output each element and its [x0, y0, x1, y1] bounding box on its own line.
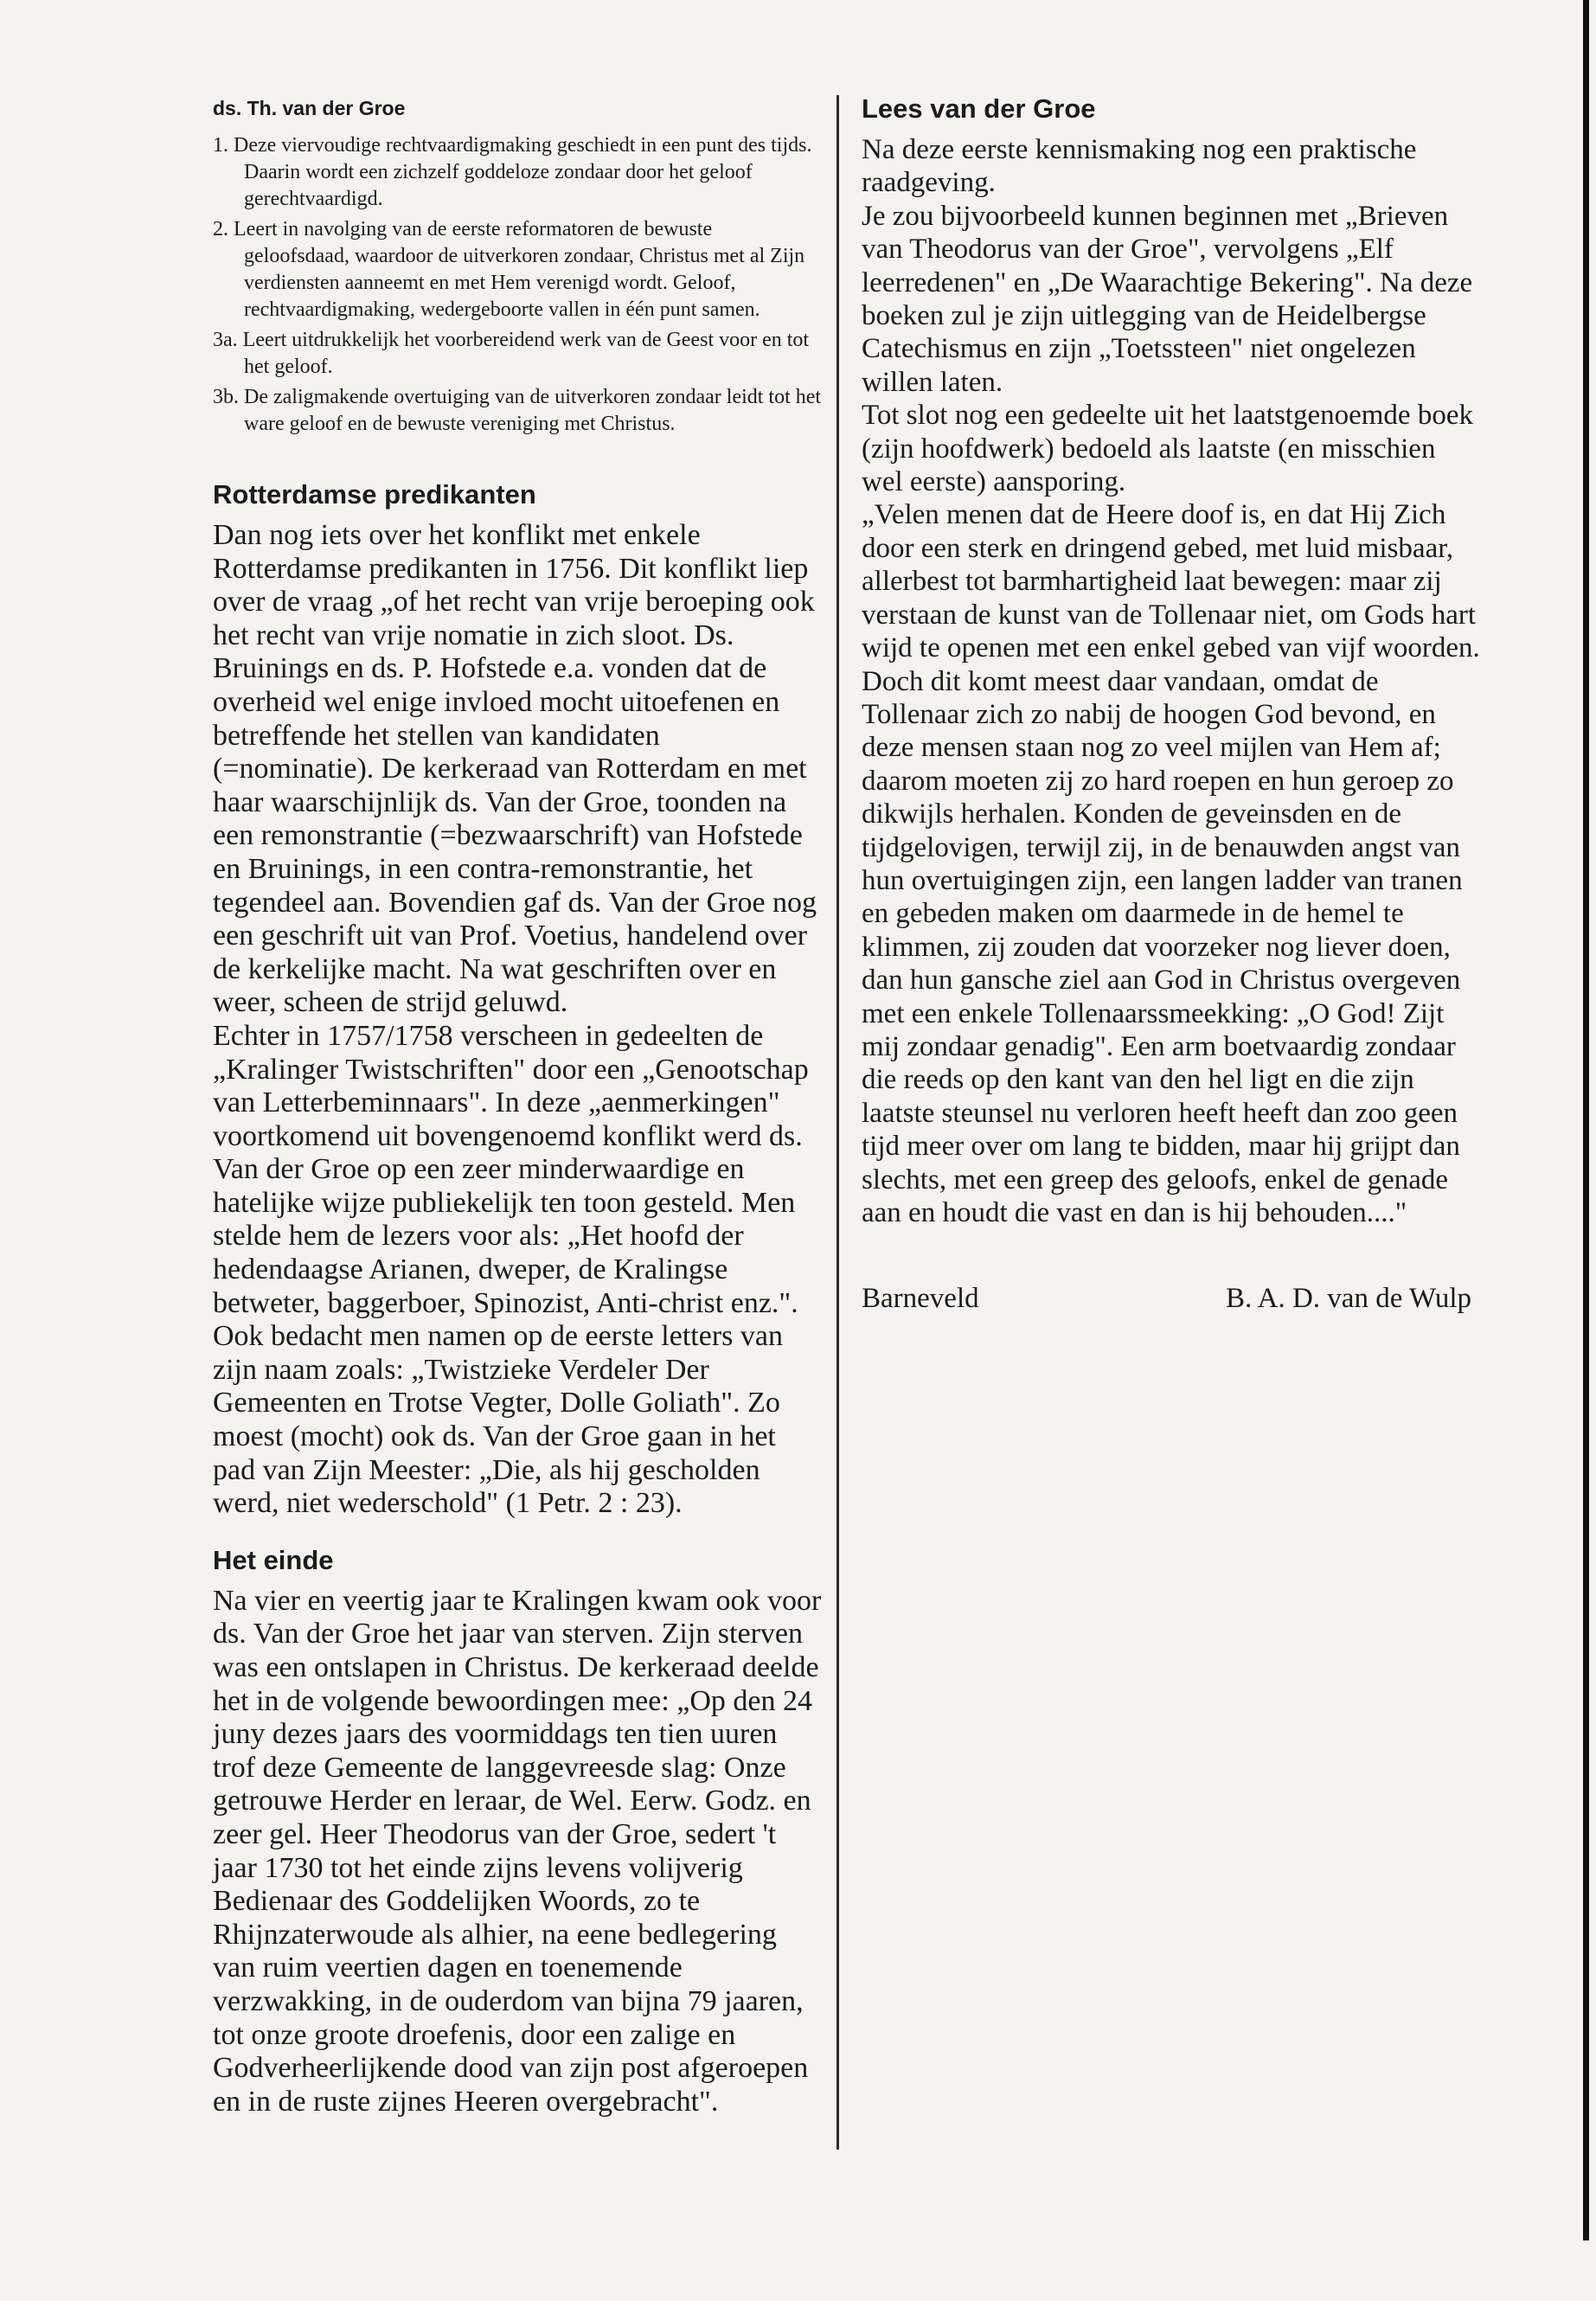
- page-edge-line: [1583, 0, 1589, 2240]
- paragraph: „Velen menen dat de Heere doof is, en dat Hij Zich door een sterk en dringend gebed, met luid misbaar, allerbest tot barmhartigheid laat bewegen: maar zij verstaan de kunst van de Tollenaar niet, om Gods hart wijd te openen met een enkel gebed van vijf woorden. Doch dit komt meest daar vandaan, omdat de Tollenaar zich zo nabij de hoogen God bevond, en deze mensen staan nog zo veel mijlen van Hem af; daarom moeten zij zo hard roepen en hun geroep zo dikwijls herhalen. Konden de geveinsden en de tijdgelovigen, terwijl zij, in de benauwden angst van hun overtuigingen zijn, een langen ladder van tranen en gebeden maken om daarmede in de hemel te klimmen, zij zouden dat voorzeker nog liever doen, dan hun gansche ziel aan God in Christus overgeven met een enkele Tollenaarssmeekking: „O God! Zijt mij zondaar genadig". Een arm boetvaardig zondaar die reeds op den kant van den hel ligt en die zijn laatste steunsel nu verloren heeft heeft dan zoo geen tijd meer over om lang te bidden, maar hij grijpt dan slechts, met een greep des geloofs, enkel de genade aan en houdt die vast en dan is hij behouden....": [862, 499, 1480, 1228]
- point-text: De zaligmakende overtuiging van de uitverkoren zondaar leidt tot het ware geloof en de bewuste vereniging met Christus.: [244, 386, 822, 435]
- point-text: Leert in navolging van de eerste reformatoren de bewuste geloofsdaad, waardoor de uitverkoren zondaar, Christus met al Zijn verdiensten aanneemt en met Hem verenigd wordt. Geloof, rechtvaardigmaking, wedergeboorte vallen in één punt samen.: [234, 218, 805, 321]
- paragraph: Dan nog iets over het konflikt met enkele Rotterdamse predikanten in 1756. Dit konflikt liep over de vraag „of het recht van vrije beroeping ook het recht van vrije nomatie in zich sloot. Ds. Bruinings en ds. P. Hofstede e.a. vonden dat de overheid wel enige invloed mocht uitoefenen en betreffende het stellen van kandidaten (=nominatie). De kerkeraad van Rotterdam en met haar waarschijnlijk ds. Van der Groe, toonden na een remonstrantie (=bezwaarschrift) van Hofstede en Bruinings, in een contra-remonstrantie, het tegendeel aan. Bovendien gaf ds. Van der Groe nog een geschrift uit van Prof. Voetius, handelend over de kerkelijke macht. Na wat geschriften over en weer, scheen de strijd geluwd.: [213, 519, 817, 1019]
- doctrine-point: [213, 384, 823, 438]
- column-divider: [836, 95, 839, 2150]
- paragraph: Na deze eerste kennismaking nog een praktische raadgeving.: [862, 134, 1417, 199]
- point-text: Leert uitdrukkelijk het voorbereidend werk van de Geest voor en tot het geloof.: [242, 329, 810, 378]
- section-heading: Rotterdamse predikanten: [213, 479, 536, 510]
- doctrine-point: [213, 132, 823, 213]
- point-number: 1.: [213, 134, 228, 157]
- byline: ds. Th. van der Groe: [213, 97, 406, 119]
- paragraph: Echter in 1757/1758 verscheen in gedeelten de „Kralinger Twistschriften" door een „Genootschap van Letterbeminnaars". In deze „aenmerkingen" voortkomend uit bovengenoemd konflikt werd ds. Van der Groe op een zeer minderwaardige en hatelijke wijze publiekelijk ten toon gesteld. Men stelde hem de lezers voor als: „Het hoofd der hedendaagse Arianen, dweper, de Kralingse betweter, baggerboer, Spinozist, Anti-christ enz.". Ook bedacht men namen op de eerste letters van zijn naam zoals: „Twistzieke Verdeler Der Gemeenten en Trotse Vegter, Dolle Goliath". Zo moest (mocht) ook ds. Van der Groe gaan in het pad van Zijn Meester: „Die, als hij gescholden werd, niet wederschold" (1 Petr. 2 : 23).: [213, 1019, 809, 1520]
- doctrine-point: [213, 216, 823, 324]
- section-rotterdam: [213, 479, 823, 1521]
- section-lees: [862, 93, 1480, 1229]
- point-number: 2.: [213, 218, 228, 240]
- paragraph: Je zou bijvoorbeeld kunnen beginnen met „Brieven van Theodorus van der Groe", vervolgens „Elf leerredenen" en „De Waarachtige Bekering". Na deze boeken zul je zijn uitlegging van de Heidelbergse Catechismus en zijn „Toetssteen" niet ongelezen willen laten.: [862, 200, 1473, 398]
- section-heading: Lees van der Groe: [862, 93, 1096, 124]
- right-column: [862, 93, 1480, 1315]
- point-number: 3a.: [213, 329, 238, 351]
- doctrine-point: [213, 327, 823, 381]
- doctrine-points-list: [213, 132, 823, 438]
- point-number: 3b.: [213, 386, 239, 408]
- left-column: [213, 97, 823, 2143]
- signature: [862, 1283, 1480, 1315]
- paragraph: Tot slot nog een gedeelte uit het laatstgenoemde boek (zijn hoofdwerk) bedoeld als laatste (en misschien wel eerste) aansporing.: [862, 400, 1473, 498]
- section-heading: Het einde: [213, 1544, 334, 1575]
- section-einde: [213, 1545, 823, 2119]
- signature-author: B. A. D. van de Wulp: [1225, 1283, 1471, 1315]
- signature-place: Barneveld: [862, 1283, 979, 1315]
- paragraph: Na vier en veertig jaar te Kralingen kwam ook voor ds. Van der Groe het jaar van sterven. Zijn sterven was een ontslapen in Christus. De kerkeraad deelde het in de volgende bewoordingen mee: „Op den 24 juny dezes jaars des voormiddags ten tien uuren trof deze Gemeente de langgevreesde slag: Onze getrouwe Herder en leraar, de Wel. Eerw. Godz. en zeer gel. Heer Theodorus van der Groe, sedert 't jaar 1730 tot het einde zijns levens volijverig Bedienaar des Goddelijken Woords, zo te Rhijnzaterwoude als alhier, na eene bedlegering van ruim veertien dagen en toenemende verzwakking, in de ouderdom van bijna 79 jaaren, tot onze groote droefenis, door een zalige en Godverheerlijkende dood van zijn post afgeroepen en in de ruste zijnes Heeren overgebracht".: [213, 1584, 822, 2118]
- point-text: Deze viervoudige rechtvaardigmaking geschiedt in een punt des tijds. Daarin wordt een zichzelf goddeloze zondaar door het geloof gerechtvaardigd.: [234, 134, 812, 210]
